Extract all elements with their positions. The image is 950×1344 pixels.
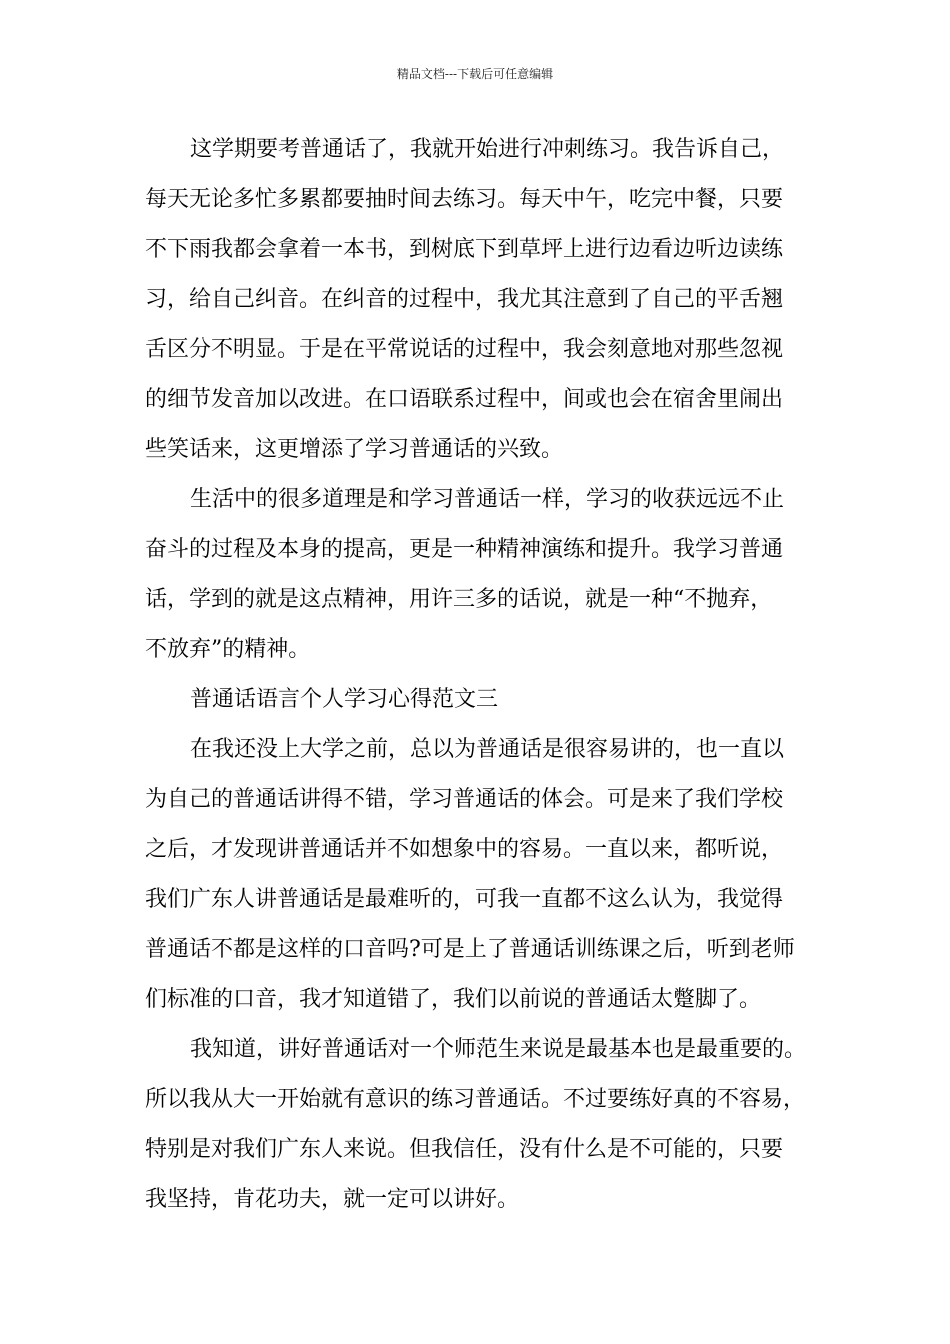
text-line: 不放弃”的精神。 [145,637,311,662]
text-line: 奋斗的过程及本身的提高，更是一种精神演练和提升。我学习普通 [145,537,784,562]
text-line: 话，学到的就是这点精神，用许三多的话说，就是一种“不抛弃， [145,587,773,612]
text-line: 们标准的口音，我才知道错了，我们以前说的普通话太蹩脚了。 [145,987,762,1012]
text-line: 特别是对我们广东人来说。但我信任，没有什么是不可能的，只要 [145,1137,784,1162]
text-line: 我们广东人讲普通话是最难听的，可我一直都不这么认为，我觉得 [145,887,784,912]
text-line: 这学期要考普通话了，我就开始进行冲刺练习。我告诉自己， [190,137,785,162]
text-line: 习，给自己纠音。在纠音的过程中，我尤其注意到了自己的平舌翘 [145,287,784,312]
text-line: 舌区分不明显。于是在平常说话的过程中，我会刻意地对那些忽视 [145,337,784,362]
text-line: 的细节发音加以改进。在口语联系过程中，间或也会在宿舍里闹出 [145,387,784,412]
page-header: 精品文档---下载后可任意编辑 [396,67,554,81]
text-line: 些笑话来，这更增添了学习普通话的兴致。 [145,437,564,462]
text-line: 我知道，讲好普通话对一个师范生来说是最基本也是最重要的。 [190,1037,807,1062]
text-line: 不下雨我都会拿着一本书，到树底下到草坪上进行边看边听边读练 [145,237,784,262]
text-line: 在我还没上大学之前，总以为普通话是很容易讲的，也一直以 [190,737,785,762]
text-line: 每天无论多忙多累都要抽时间去练习。每天中午，吃完中餐，只要 [145,187,784,212]
text-line: 普通话不都是这样的口音吗?可是上了普通话训练课之后，听到老师 [145,937,795,962]
text-line: 之后，才发现讲普通话并不如想象中的容易。一直以来，都听说， [145,837,784,862]
section-heading: 普通话语言个人学习心得范文三 [190,687,499,712]
text-line: 生活中的很多道理是和学习普通话一样，学习的收获远远不止 [190,487,785,512]
text-line: 为自己的普通话讲得不错，学习普通话的体会。可是来了我们学校 [145,787,784,812]
text-line: 所以我从大一开始就有意识的练习普通话。不过要练好真的不容易， [145,1087,806,1112]
text-line: 我坚持，肯花功夫，就一定可以讲好。 [145,1187,520,1212]
